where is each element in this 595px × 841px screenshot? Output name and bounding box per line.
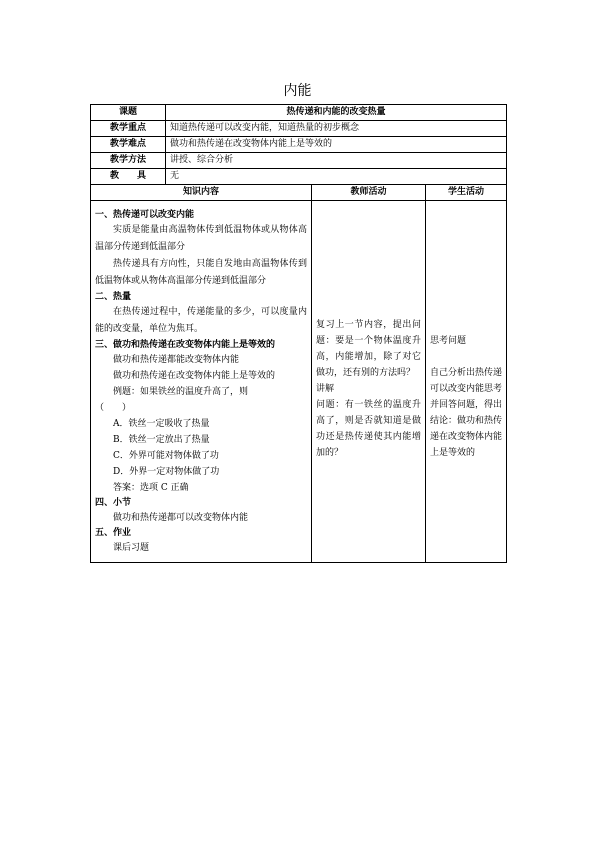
key-point-value: 知道热传递可以改变内能，知道热量的初步概念: [166, 121, 507, 137]
method-row: [91, 153, 507, 169]
topic-value: 热传递和内能的改变热量: [166, 105, 507, 121]
student-activity-1: 思考问题: [430, 335, 467, 346]
answer-blank: （ ）: [95, 402, 132, 413]
student-cell: [426, 201, 507, 563]
section-4-title: 四、小节: [95, 497, 132, 508]
teacher-activity-2: 讲解: [316, 383, 335, 394]
tools-label: 教 具: [91, 169, 166, 185]
teacher-activity-1: 复习上一节内容，提出问题：要是一个物体温度升高，内能增加，除了对它做功，还有别的方法吗？: [316, 319, 421, 378]
knowledge-cell: [91, 201, 312, 563]
section-3-line-2: 做功和热传递在改变物体内能上是等效的: [113, 370, 276, 381]
difficulty-value: 做功和热传递在改变物体内能上是等效的: [166, 137, 507, 153]
section-5-line: 课后习题: [113, 542, 150, 553]
option-c: C．外界可能对物体做了功: [113, 450, 219, 461]
example-question: 例题：如果铁丝的温度升高了，则: [113, 386, 249, 397]
option-a: A．铁丝一定吸收了热量: [113, 418, 210, 429]
teacher-activity-3: 问题：有一铁丝的温度升高了，则是否就知道是做功还是热传递使其内能增加的？: [316, 399, 421, 458]
option-d: D．外界一定对物体做了功: [113, 466, 220, 477]
method-label: 教学方法: [91, 153, 166, 169]
section-2-title: 二、热量: [95, 291, 132, 302]
key-point-label: 教学重点: [91, 121, 166, 137]
section-1-paragraph-1: 实质是能量由高温物体传到低温物体或从物体高温部分传递到低温部分: [95, 224, 307, 252]
tools-row: [91, 169, 507, 185]
teacher-header: 教师活动: [312, 185, 426, 201]
column-header-row: [91, 185, 507, 201]
section-1-paragraph-2: 热传递具有方向性，只能自发地由高温物体传到低温物体或从物体高温部分传递到低温部分: [95, 258, 307, 286]
knowledge-header: 知识内容: [91, 185, 312, 201]
student-header: 学生活动: [426, 185, 507, 201]
student-activity-2: 自己分析出热传递可以改变内能思考并回答问题，得出结论：做功和热传递在改变物体内能上是等效的: [430, 367, 503, 458]
page-title: 内能: [283, 83, 312, 99]
content-row: [91, 201, 507, 563]
tools-value: 无: [166, 169, 507, 185]
answer-text: 答案：选项 C 正确: [113, 482, 189, 493]
difficulty-row: [91, 137, 507, 153]
lesson-plan-table: [90, 104, 507, 563]
section-5-title: 五、作业: [95, 527, 132, 538]
difficulty-label: 教学难点: [91, 137, 166, 153]
section-3-line-1: 做功和热传递都能改变物体内能: [113, 354, 240, 365]
section-1-title: 一、热传递可以改变内能: [95, 209, 195, 220]
topic-label: 课题: [91, 105, 166, 121]
method-value: 讲授、综合分析: [166, 153, 507, 169]
teacher-cell: [312, 201, 426, 563]
key-point-row: [91, 121, 507, 137]
topic-row: [91, 105, 507, 121]
section-4-line: 做功和热传递都可以改变物体内能: [113, 512, 249, 523]
section-3-title: 三、做功和热传递在改变物体内能上是等效的: [95, 339, 276, 350]
option-b: B．铁丝一定放出了热量: [113, 434, 210, 445]
section-2-paragraph: 在热传递过程中，传递能量的多少，可以度量内能的改变量，单位为焦耳。: [95, 306, 307, 334]
